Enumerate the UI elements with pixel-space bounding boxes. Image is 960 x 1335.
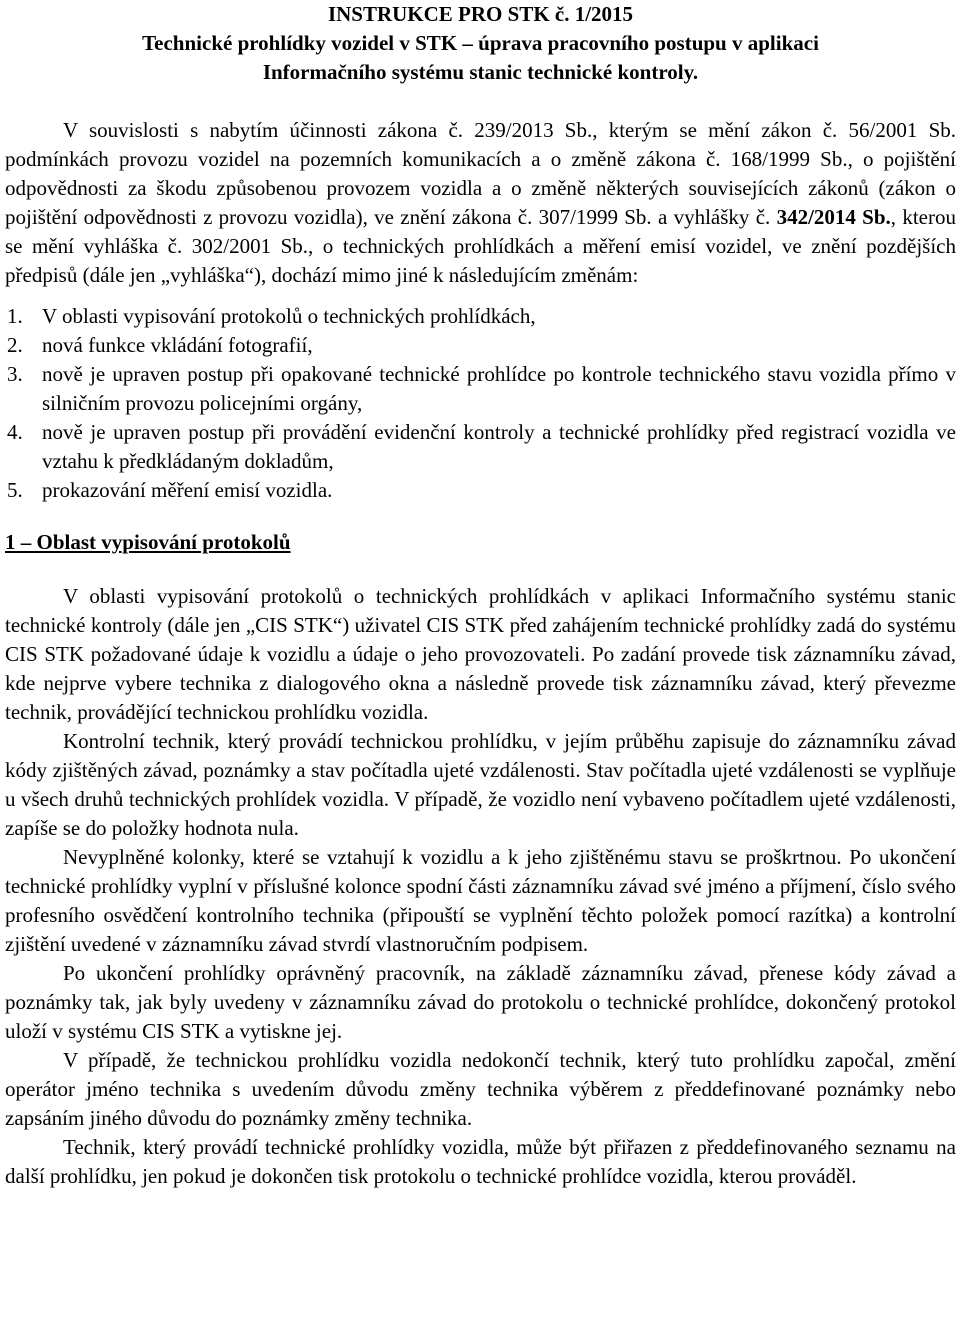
intro-bold-reference: 342/2014 Sb. xyxy=(776,205,891,229)
list-item-text: V oblasti vypisování protokolů o technických prohlídkách, xyxy=(42,304,536,328)
section-heading: 1 – Oblast vypisování protokolů xyxy=(5,530,291,554)
title-line-1: INSTRUKCE PRO STK č. 1/2015 xyxy=(327,2,634,26)
list-item-text: nově je upraven postup při opakované technické prohlídce po kontrole technického stavu vozidla přímo v silničním provozu policejními orgány, xyxy=(42,362,956,415)
title-line-2: Technické prohlídky vozidel v STK – úprava pracovního postupu v aplikaci xyxy=(142,31,819,55)
section-paragraph: Kontrolní technik, který provádí technickou prohlídku, v jejím průběhu zapisuje do záznamníku závad kódy zjištěných závad, poznámky a stav počítadla ujeté vzdálenosti. Stav počítadla ujeté vzdálenosti se vyplňuje u všech druhů technických prohlídek vozidla. V případě, že vozidlo není vybaveno počítadlem ujeté vzdálenosti, zapíše se do položky hodnota nula. xyxy=(5,729,956,840)
list-item-text: prokazování měření emisí vozidla. xyxy=(42,478,333,502)
list-item xyxy=(5,302,956,331)
section-paragraph: Technik, který provádí technické prohlídky vozidla, může být přiřazen z předdefinovaného seznamu na další prohlídku, jen pokud je dokončen tisk protokolu o technické prohlídce vozidla, kterou prováděl. xyxy=(5,1135,956,1188)
list-item-number: 5. xyxy=(7,478,23,502)
list-item xyxy=(5,418,956,476)
list-item xyxy=(5,331,956,360)
list-item-number: 1. xyxy=(7,304,23,328)
changes-list xyxy=(5,302,956,505)
list-item-number: 3. xyxy=(7,362,23,386)
list-item-text: nová funkce vkládání fotografií, xyxy=(42,333,313,357)
list-item-text: nově je upraven postup při provádění evidenční kontroly a technické prohlídky před registrací vozidla ve vztahu k předkládaným dokladům, xyxy=(42,420,956,473)
section-paragraph: V oblasti vypisování protokolů o technických prohlídkách v aplikaci Informačního systému stanic technické kontroly (dále jen „CIS STK“) uživatel CIS STK před zahájením technické prohlídky zadá do systému CIS STK požadované údaje k vozidlu a údaje o jeho provozovateli. Po zadání provede tisk záznamníku závad, kde nejprve vybere technika z dialogového okna a následně provede tisk záznamníku závad, který převezme technik, provádějící technickou prohlídku vozidla. xyxy=(5,584,956,724)
section-paragraph: Nevyplněné kolonky, které se vztahují k vozidlu a k jeho zjištěnému stavu se proškrtnou. Po ukončení technické prohlídky vyplní v příslušné kolonce spodní části záznamníku závad své jméno a příjmení, číslo svého profesního osvědčení kontrolního technika (připouští se vyplnění těchto položek pomocí razítka) a kontrolní zjištění uvedené v záznamníku závad stvrdí vlastnoručním podpisem. xyxy=(5,845,956,956)
intro-paragraph xyxy=(5,116,956,290)
section-paragraph: V případě, že technickou prohlídku vozidla nedokončí technik, který tuto prohlídku započal, změní operátor jméno technika s uvedením důvodu změny technika výběrem z předdefinované poznámky nebo zapsáním jiného důvodu do poznámky změny technika. xyxy=(5,1048,956,1130)
list-item xyxy=(5,360,956,418)
title-line-3: Informačního systému stanic technické kontroly. xyxy=(262,60,699,84)
list-item-number: 4. xyxy=(7,420,23,444)
intro-text-1: V souvislosti s nabytím účinnosti zákona č. 239/2013 Sb., kterým se mění zákon č. 56/2001 Sb. podmínkách provozu vozidel na pozemních komunikacích a o změně zákona č. 168/1999 Sb., o pojištění odpovědnosti za škodu způsobenou provozem vozidla a o změně některých souvisejících zákonů (zákon o pojištění odpovědnosti z provozu vozidla), ve znění zákona č. 307/1999 Sb. a vyhlášky č. xyxy=(5,118,956,229)
list-item xyxy=(5,476,956,505)
list-item-number: 2. xyxy=(7,333,23,357)
document-title xyxy=(5,0,956,87)
intro-text-2: , kterou se mění vyhláška č. 302/2001 Sb., o technických prohlídkách a měření emisí vozidel, ve znění pozdějších předpisů (dále jen „vyhláška“), dochází mimo jiné k následujícím změnám: xyxy=(5,205,956,287)
section-paragraph: Po ukončení prohlídky oprávněný pracovník, na základě záznamníku závad, přenese kódy závad a poznámky tak, jak byly uvedeny v záznamníku závad do protokolu o technické prohlídce, dokončený protokol uloží v systému CIS STK a vytiskne jej. xyxy=(5,961,956,1043)
